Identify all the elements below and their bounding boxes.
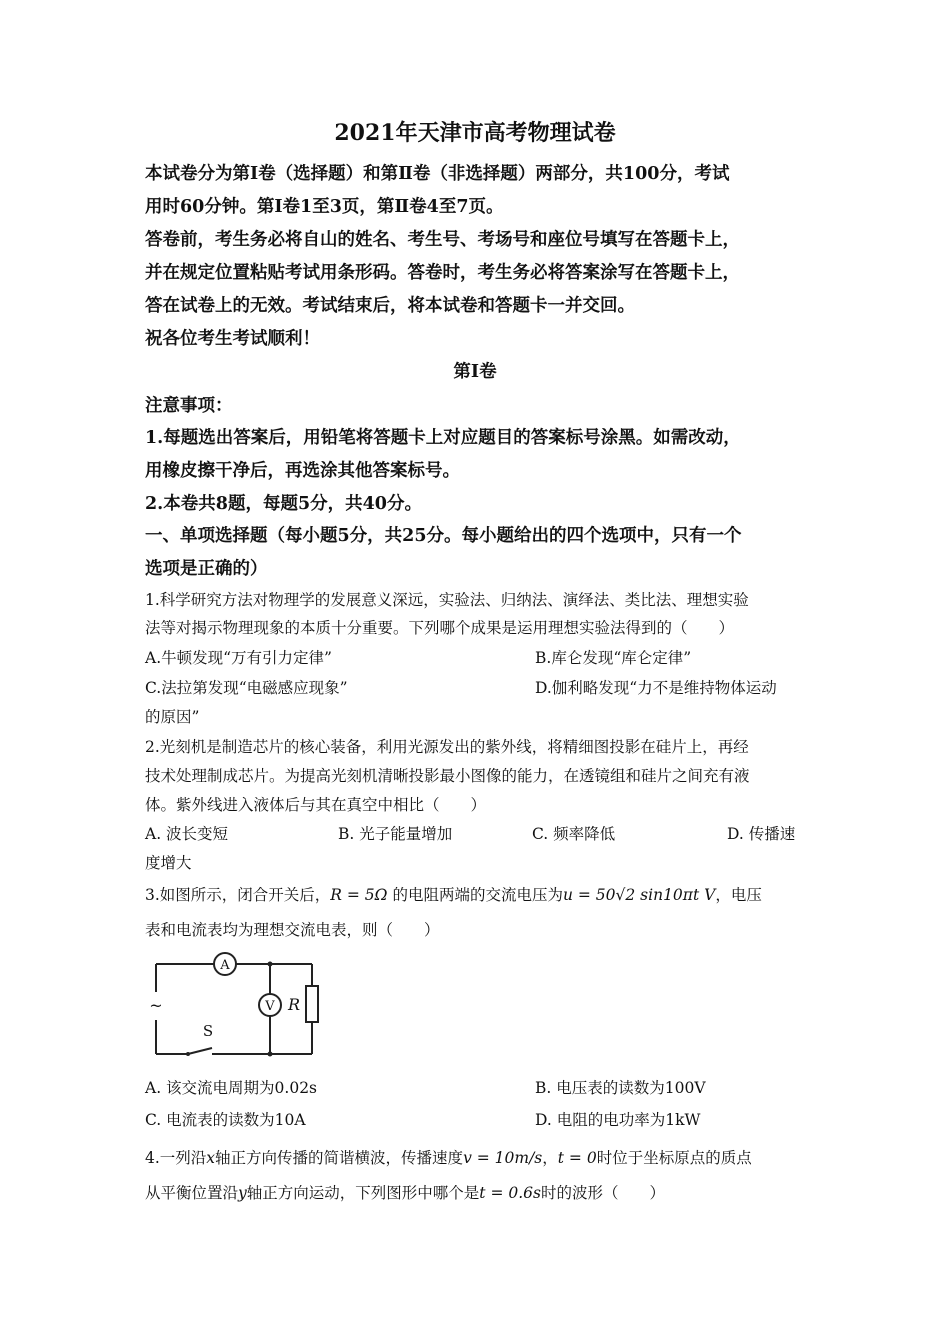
q1-option-c: C.法拉第发现“电磁感应现象”: [145, 679, 348, 697]
q2-option-d-cont: 度增大: [145, 854, 192, 872]
intro-line: 答在试卷上的无效。考试结束后，将本试卷和答题卡一并交回。: [145, 296, 635, 316]
q4-stem-text: 时位于坐标原点的质点: [596, 1149, 752, 1167]
q2-stem: 体。紫外线进入液体后与其在真空中相比（ ）: [145, 796, 487, 814]
notes-title: 注意事项：: [145, 396, 233, 416]
q4-stem: [145, 1146, 752, 1168]
q2-option-b: B. 光子能量增加: [338, 825, 453, 843]
q3-resistance-formula: R = 5Ω: [330, 886, 388, 904]
ac-source-icon: ~: [149, 996, 163, 1015]
exam-title: 2021年天津市高考物理试卷: [334, 120, 616, 146]
q1-stem: 1.科学研究方法对物理学的发展意义深远，实验法、归纳法、演绎法、类比法、理想实验: [145, 591, 749, 609]
q3-stem-text: ，电压: [715, 886, 762, 904]
q4-stem-text: 轴正方向传播的简谐横波，传播速度: [215, 1149, 464, 1167]
q1-option-a: A.牛顿发现“万有引力定律”: [145, 649, 332, 667]
switch-contact: [186, 1052, 190, 1056]
q2-option-d: D. 传播速: [727, 825, 796, 843]
q4-axis-x: x: [206, 1149, 216, 1167]
circuit-diagram: [148, 948, 330, 1060]
q3-stem-text: 3.如图所示，闭合开关后，: [145, 886, 331, 904]
section-title: 第Ⅰ卷: [453, 362, 497, 382]
q4-axis-y: y: [238, 1184, 247, 1202]
intro-line: 答卷前，考生务必将自山的姓名、考生号、考场号和座位号填写在答题卡上，: [145, 230, 740, 250]
q4-stem-text: 轴正方向运动，下列图形中哪个是: [246, 1184, 480, 1202]
q4-stem-text: 时的波形（ ）: [540, 1184, 665, 1202]
q4-stem: [145, 1181, 665, 1203]
part-heading: 选项是正确的）: [145, 559, 268, 579]
voltmeter-label: V: [265, 999, 275, 1014]
q4-stem-text: ，: [542, 1149, 558, 1167]
q1-stem: 法等对揭示物理现象的本质十分重要。下列哪个成果是运用理想实验法得到的（ ）: [145, 619, 735, 637]
q3-option-a: A. 该交流电周期为0.02s: [145, 1079, 318, 1097]
q2-stem: 技术处理制成芯片。为提高光刻机清晰投影最小图像的能力，在透镜组和硅片之间充有液: [145, 767, 750, 785]
q4-stem-text: 从平衡位置沿: [145, 1184, 239, 1202]
q4-time-formula: t = 0.6s: [479, 1184, 541, 1202]
intro-line: 本试卷分为第Ⅰ卷（选择题）和第Ⅱ卷（非选择题）两部分，共100分，考试: [145, 164, 730, 184]
q3-option-d: D. 电阻的电功率为1kW: [535, 1111, 701, 1129]
resistor-label: R: [287, 995, 301, 1014]
intro-line: 祝各位考生考试顺利！: [145, 329, 320, 349]
q3-stem: [145, 883, 762, 905]
note-line: 用橡皮擦干净后，再选涂其他答案标号。: [145, 461, 460, 481]
ammeter-label: A: [220, 958, 230, 973]
q3-option-c: C. 电流表的读数为10A: [145, 1111, 306, 1129]
note-line: 2.本卷共8题，每题5分，共40分。: [145, 494, 422, 514]
q1-option-d: D.伽利略发现“力不是维持物体运动: [535, 679, 777, 697]
switch-blade: [188, 1048, 212, 1054]
q2-stem: 2.光刻机是制造芯片的核心装备，利用光源发出的紫外线，将精细图投影在硅片上，再经: [145, 738, 749, 756]
intro-line: 并在规定位置粘贴考试用条形码。答卷时，考生务必将答案涂写在答题卡上，: [145, 263, 740, 283]
q3-option-b: B. 电压表的读数为100V: [535, 1079, 706, 1097]
q2-option-a: A. 波长变短: [145, 825, 229, 843]
q3-voltage-formula: u = 50√2 sin10πt V: [562, 886, 716, 904]
junction-dot: [268, 962, 273, 967]
q1-option-b: B.库仑发现“库仑定律”: [535, 649, 692, 667]
q4-stem-text: 4.一列沿: [145, 1149, 207, 1167]
q2-option-c: C. 频率降低: [532, 825, 616, 843]
q4-time-zero: t = 0: [557, 1149, 597, 1167]
q1-option-d-cont: 的原因”: [145, 708, 200, 726]
q4-speed-formula: v = 10m/s: [463, 1149, 543, 1167]
switch-label: S: [202, 1022, 214, 1040]
resistor-symbol: [306, 986, 318, 1022]
q3-stem: 表和电流表均为理想交流电表，则（ ）: [145, 921, 440, 939]
part-heading: 一、单项选择题（每小题5分，共25分。每小题给出的四个选项中，只有一个: [145, 526, 742, 546]
junction-dot: [268, 1052, 273, 1057]
q3-stem-text: 的电阻两端的交流电压为: [387, 886, 563, 904]
intro-line: 用时60分钟。第Ⅰ卷1至3页，第Ⅱ卷4至7页。: [145, 197, 504, 217]
note-line: 1.每题选出答案后，用铅笔将答题卡上对应题目的答案标号涂黑。如需改动，: [145, 428, 741, 448]
